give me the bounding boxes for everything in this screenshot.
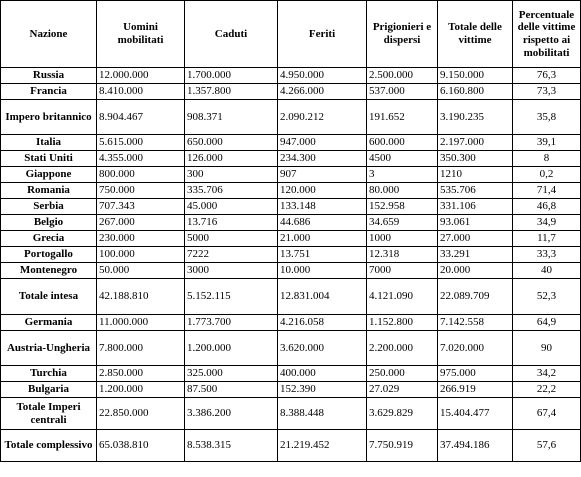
cell-wounded: 152.390 bbox=[278, 382, 367, 398]
cell-prisoners: 250.000 bbox=[367, 366, 438, 382]
cell-total-victims: 1210 bbox=[438, 167, 513, 183]
cell-wounded: 234.300 bbox=[278, 151, 367, 167]
cell-percentage: 76,3 bbox=[513, 68, 581, 84]
cell-total-victims: 37.494.186 bbox=[438, 430, 513, 462]
cell-mobilized: 230.000 bbox=[97, 231, 185, 247]
cell-nation: Russia bbox=[1, 68, 97, 84]
cell-killed: 650.000 bbox=[185, 135, 278, 151]
cell-mobilized: 2.850.000 bbox=[97, 366, 185, 382]
cell-killed: 908.371 bbox=[185, 100, 278, 135]
cell-prisoners: 4.121.090 bbox=[367, 279, 438, 315]
cell-nation: Stati Uniti bbox=[1, 151, 97, 167]
cell-percentage: 90 bbox=[513, 331, 581, 366]
cell-mobilized: 5.615.000 bbox=[97, 135, 185, 151]
cell-prisoners: 7000 bbox=[367, 263, 438, 279]
cell-wounded: 4.216.058 bbox=[278, 315, 367, 331]
header-wounded: Feriti bbox=[278, 1, 367, 68]
cell-mobilized: 42.188.810 bbox=[97, 279, 185, 315]
cell-percentage: 46,8 bbox=[513, 199, 581, 215]
table-row bbox=[1, 151, 581, 167]
cell-prisoners: 27.029 bbox=[367, 382, 438, 398]
cell-total-victims: 266.919 bbox=[438, 382, 513, 398]
cell-mobilized: 12.000.000 bbox=[97, 68, 185, 84]
cell-killed: 5.152.115 bbox=[185, 279, 278, 315]
cell-percentage: 34,2 bbox=[513, 366, 581, 382]
cell-mobilized: 50.000 bbox=[97, 263, 185, 279]
cell-killed: 13.716 bbox=[185, 215, 278, 231]
cell-prisoners: 80.000 bbox=[367, 183, 438, 199]
cell-prisoners: 600.000 bbox=[367, 135, 438, 151]
table-row bbox=[1, 167, 581, 183]
cell-wounded: 120.000 bbox=[278, 183, 367, 199]
cell-nation: Giappone bbox=[1, 167, 97, 183]
cell-mobilized: 4.355.000 bbox=[97, 151, 185, 167]
table-row bbox=[1, 199, 581, 215]
header-mobilized: Uomini mobilitati bbox=[97, 1, 185, 68]
cell-total-victims: 15.404.477 bbox=[438, 398, 513, 430]
cell-killed: 3.386.200 bbox=[185, 398, 278, 430]
cell-nation: Totale intesa bbox=[1, 279, 97, 315]
cell-wounded: 2.090.212 bbox=[278, 100, 367, 135]
cell-total-victims: 7.020.000 bbox=[438, 331, 513, 366]
cell-total-victims: 2.197.000 bbox=[438, 135, 513, 151]
cell-killed: 3000 bbox=[185, 263, 278, 279]
cell-total-victims: 350.300 bbox=[438, 151, 513, 167]
cell-prisoners: 3 bbox=[367, 167, 438, 183]
cell-mobilized: 8.410.000 bbox=[97, 84, 185, 100]
cell-prisoners: 2.500.000 bbox=[367, 68, 438, 84]
cell-mobilized: 750.000 bbox=[97, 183, 185, 199]
cell-mobilized: 800.000 bbox=[97, 167, 185, 183]
cell-percentage: 34,9 bbox=[513, 215, 581, 231]
table-row bbox=[1, 331, 581, 366]
cell-total-victims: 975.000 bbox=[438, 366, 513, 382]
cell-total-victims: 535.706 bbox=[438, 183, 513, 199]
cell-percentage: 11,7 bbox=[513, 231, 581, 247]
cell-mobilized: 8.904.467 bbox=[97, 100, 185, 135]
table-row bbox=[1, 247, 581, 263]
cell-prisoners: 2.200.000 bbox=[367, 331, 438, 366]
cell-prisoners: 1000 bbox=[367, 231, 438, 247]
table-row bbox=[1, 135, 581, 151]
cell-wounded: 4.266.000 bbox=[278, 84, 367, 100]
cell-percentage: 35,8 bbox=[513, 100, 581, 135]
cell-mobilized: 65.038.810 bbox=[97, 430, 185, 462]
cell-mobilized: 22.850.000 bbox=[97, 398, 185, 430]
cell-wounded: 4.950.000 bbox=[278, 68, 367, 84]
cell-nation: Serbia bbox=[1, 199, 97, 215]
table-row bbox=[1, 100, 581, 135]
cell-percentage: 67,4 bbox=[513, 398, 581, 430]
cell-wounded: 8.388.448 bbox=[278, 398, 367, 430]
cell-mobilized: 267.000 bbox=[97, 215, 185, 231]
table-row bbox=[1, 263, 581, 279]
cell-percentage: 39,1 bbox=[513, 135, 581, 151]
header-killed: Caduti bbox=[185, 1, 278, 68]
cell-killed: 126.000 bbox=[185, 151, 278, 167]
table-row bbox=[1, 84, 581, 100]
cell-percentage: 71,4 bbox=[513, 183, 581, 199]
cell-prisoners: 12.318 bbox=[367, 247, 438, 263]
cell-killed: 5000 bbox=[185, 231, 278, 247]
table-body bbox=[1, 68, 581, 462]
header-nation: Nazione bbox=[1, 1, 97, 68]
cell-wounded: 907 bbox=[278, 167, 367, 183]
cell-mobilized: 100.000 bbox=[97, 247, 185, 263]
cell-nation: Turchia bbox=[1, 366, 97, 382]
cell-nation: Montenegro bbox=[1, 263, 97, 279]
cell-wounded: 3.620.000 bbox=[278, 331, 367, 366]
cell-nation: Germania bbox=[1, 315, 97, 331]
cell-mobilized: 1.200.000 bbox=[97, 382, 185, 398]
cell-nation: Totale Imperi centrali bbox=[1, 398, 97, 430]
cell-killed: 1.773.700 bbox=[185, 315, 278, 331]
cell-mobilized: 11.000.000 bbox=[97, 315, 185, 331]
cell-percentage: 22,2 bbox=[513, 382, 581, 398]
cell-percentage: 8 bbox=[513, 151, 581, 167]
cell-percentage: 64,9 bbox=[513, 315, 581, 331]
cell-total-victims: 7.142.558 bbox=[438, 315, 513, 331]
cell-wounded: 44.686 bbox=[278, 215, 367, 231]
cell-killed: 7222 bbox=[185, 247, 278, 263]
table-row bbox=[1, 68, 581, 84]
cell-nation: Italia bbox=[1, 135, 97, 151]
cell-percentage: 73,3 bbox=[513, 84, 581, 100]
cell-total-victims: 33.291 bbox=[438, 247, 513, 263]
cell-nation: Portogallo bbox=[1, 247, 97, 263]
cell-killed: 1.357.800 bbox=[185, 84, 278, 100]
cell-prisoners: 152.958 bbox=[367, 199, 438, 215]
table-row bbox=[1, 398, 581, 430]
cell-total-victims: 93.061 bbox=[438, 215, 513, 231]
cell-total-victims: 331.106 bbox=[438, 199, 513, 215]
cell-wounded: 12.831.004 bbox=[278, 279, 367, 315]
cell-nation: Francia bbox=[1, 84, 97, 100]
cell-percentage: 57,6 bbox=[513, 430, 581, 462]
cell-total-victims: 3.190.235 bbox=[438, 100, 513, 135]
cell-killed: 325.000 bbox=[185, 366, 278, 382]
cell-wounded: 21.000 bbox=[278, 231, 367, 247]
cell-nation: Totale complessivo bbox=[1, 430, 97, 462]
table-row bbox=[1, 183, 581, 199]
table-row bbox=[1, 430, 581, 462]
cell-wounded: 13.751 bbox=[278, 247, 367, 263]
cell-killed: 300 bbox=[185, 167, 278, 183]
cell-percentage: 40 bbox=[513, 263, 581, 279]
cell-wounded: 947.000 bbox=[278, 135, 367, 151]
cell-total-victims: 20.000 bbox=[438, 263, 513, 279]
cell-nation: Impero britannico bbox=[1, 100, 97, 135]
header-total-victims: Totale delle vittime bbox=[438, 1, 513, 68]
cell-wounded: 21.219.452 bbox=[278, 430, 367, 462]
cell-prisoners: 3.629.829 bbox=[367, 398, 438, 430]
cell-total-victims: 27.000 bbox=[438, 231, 513, 247]
header-prisoners: Prigionieri e dispersi bbox=[367, 1, 438, 68]
cell-mobilized: 707.343 bbox=[97, 199, 185, 215]
table-row bbox=[1, 231, 581, 247]
header-percentage: Percentuale delle vittime rispetto ai mobilitati bbox=[513, 1, 581, 68]
cell-prisoners: 7.750.919 bbox=[367, 430, 438, 462]
cell-killed: 335.706 bbox=[185, 183, 278, 199]
cell-total-victims: 9.150.000 bbox=[438, 68, 513, 84]
cell-percentage: 33,3 bbox=[513, 247, 581, 263]
cell-killed: 1.200.000 bbox=[185, 331, 278, 366]
cell-nation: Bulgaria bbox=[1, 382, 97, 398]
cell-prisoners: 4500 bbox=[367, 151, 438, 167]
cell-prisoners: 537.000 bbox=[367, 84, 438, 100]
cell-nation: Belgio bbox=[1, 215, 97, 231]
cell-nation: Grecia bbox=[1, 231, 97, 247]
cell-prisoners: 191.652 bbox=[367, 100, 438, 135]
cell-wounded: 400.000 bbox=[278, 366, 367, 382]
cell-nation: Austria-Ungheria bbox=[1, 331, 97, 366]
table-row bbox=[1, 315, 581, 331]
cell-killed: 8.538.315 bbox=[185, 430, 278, 462]
cell-total-victims: 6.160.800 bbox=[438, 84, 513, 100]
cell-prisoners: 1.152.800 bbox=[367, 315, 438, 331]
cell-wounded: 133.148 bbox=[278, 199, 367, 215]
cell-killed: 45.000 bbox=[185, 199, 278, 215]
cell-wounded: 10.000 bbox=[278, 263, 367, 279]
cell-percentage: 0,2 bbox=[513, 167, 581, 183]
cell-killed: 1.700.000 bbox=[185, 68, 278, 84]
table-row bbox=[1, 366, 581, 382]
cell-percentage: 52,3 bbox=[513, 279, 581, 315]
cell-total-victims: 22.089.709 bbox=[438, 279, 513, 315]
cell-killed: 87.500 bbox=[185, 382, 278, 398]
table-row bbox=[1, 279, 581, 315]
cell-mobilized: 7.800.000 bbox=[97, 331, 185, 366]
table-row bbox=[1, 215, 581, 231]
header-row bbox=[1, 1, 581, 68]
table-row bbox=[1, 382, 581, 398]
cell-prisoners: 34.659 bbox=[367, 215, 438, 231]
cell-nation: Romania bbox=[1, 183, 97, 199]
